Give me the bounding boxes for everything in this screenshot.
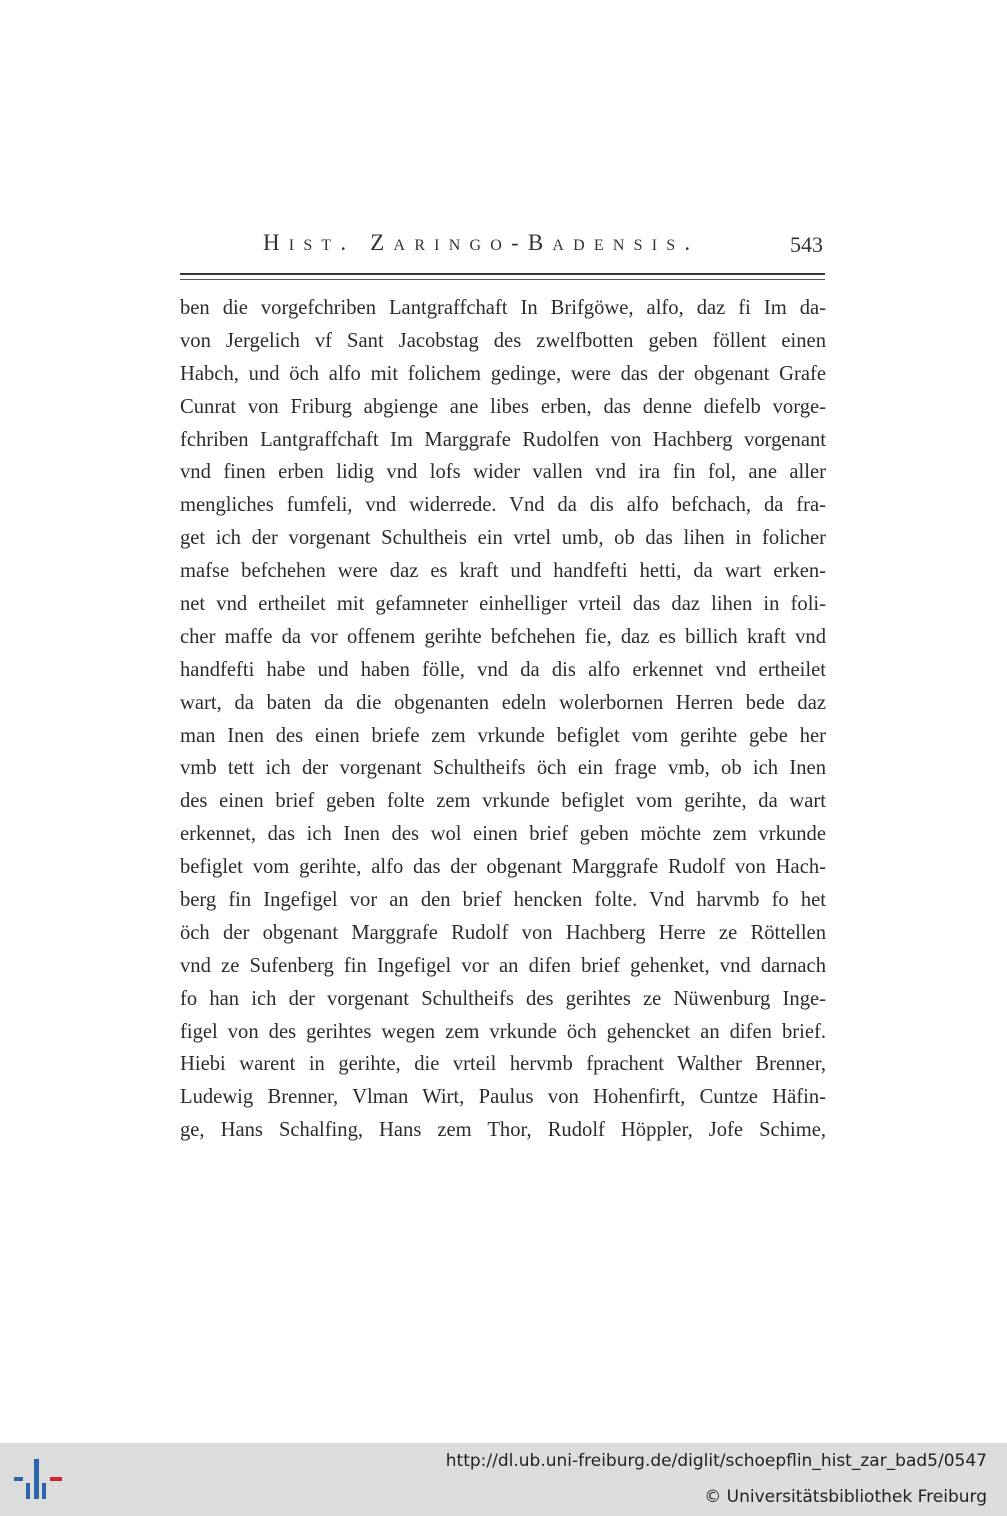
ub-freiburg-logo-icon: [14, 1455, 64, 1505]
text-line: Hiebi warent in gerihte, die vrteil hervmb fprachent Walther Brenner,: [180, 1053, 826, 1076]
text-line: fo han ich der vorgenant Schultheifs des gerihtes ze Nüwenburg Inge-: [180, 987, 826, 1010]
text-line: des einen brief geben folte zem vrkunde befiglet vom gerihte, da wart: [180, 790, 826, 813]
text-line: vnd finen erben lidig vnd lofs wider vallen vnd ira fin fol, ane aller: [180, 461, 826, 484]
text-line: öch der obgenant Marggrafe Rudolf von Hachberg Herre ze Röttellen: [180, 921, 826, 944]
text-line: wart, da baten da die obgenanten edeln wolerbornen Herren bede daz: [180, 691, 826, 714]
page-number: 543: [790, 232, 823, 257]
running-head: [180, 230, 825, 264]
copyright-notice: © Universitätsbibliothek Freiburg: [704, 1487, 987, 1507]
text-line: von Jergelich vf Sant Jacobstag des zwelfbotten geben föllent einen: [180, 329, 826, 352]
permalink-url[interactable]: http://dl.ub.uni-freiburg.de/diglit/schoepflin_hist_zar_bad5/0547: [445, 1451, 987, 1471]
running-title: Hist. Zaringo-Badensis.: [263, 230, 700, 255]
text-line: fchriben Lantgraffchaft Im Marggrafe Rudolfen von Hachberg vorgenant: [180, 428, 826, 451]
text-line: ge, Hans Schalfing, Hans zem Thor, Rudolf Höppler, Jofe Schime,: [180, 1119, 826, 1142]
text-line: handfefti habe und haben fölle, vnd da dis alfo erkennet vnd ertheilet: [180, 658, 826, 681]
text-line: mengliches fumfeli, vnd widerrede. Vnd da dis alfo befchach, da fra-: [180, 494, 826, 517]
text-line: ben die vorgefchriben Lantgraffchaft In Brifgöwe, alfo, daz fi Im da-: [180, 297, 826, 319]
text-line: Habch, und öch alfo mit folichem gedinge, were das der obgenant Grafe: [180, 362, 826, 385]
text-line: vmb tett ich der vorgenant Schultheifs öch ein frage vmb, ob ich Inen: [180, 757, 826, 780]
text-line: cher maffe da vor offenem gerihte befchehen fie, daz es billich kraft vnd: [180, 625, 826, 648]
header-rule-thick: [180, 273, 825, 275]
text-line: mafse befchehen were daz es kraft und handfefti hetti, da wart erken-: [180, 560, 826, 583]
footer-bar: [0, 1443, 1007, 1516]
text-line: figel von des gerihtes wegen zem vrkunde öch gehencket an difen brief.: [180, 1020, 826, 1043]
text-line: man Inen des einen briefe zem vrkunde befiglet vom gerihte gebe her: [180, 724, 826, 747]
text-line: get ich der vorgenant Schultheis ein vrtel umb, ob das lihen in folicher: [180, 527, 826, 550]
text-line: net vnd ertheilet mit gefamneter einhelliger vrteil das daz lihen in foli-: [180, 593, 826, 616]
text-line: Ludewig Brenner, Vlman Wirt, Paulus von Hohenfirft, Cuntze Häfin-: [180, 1086, 826, 1109]
header-rule-thin: [180, 279, 825, 280]
text-line: befiglet vom gerihte, alfo das der obgenant Marggrafe Rudolf von Hach-: [180, 856, 826, 879]
text-line: Cunrat von Friburg abgienge ane libes erben, das denne diefelb vorge-: [180, 395, 826, 418]
text-line: erkennet, das ich Inen des wol einen brief geben möchte zem vrkunde: [180, 823, 826, 846]
text-body: [180, 292, 826, 1147]
text-line: berg fin Ingefigel vor an den brief hencken folte. Vnd harvmb fo het: [180, 889, 826, 912]
text-line: vnd ze Sufenberg fin Ingefigel vor an difen brief gehenket, vnd darnach: [180, 954, 826, 977]
